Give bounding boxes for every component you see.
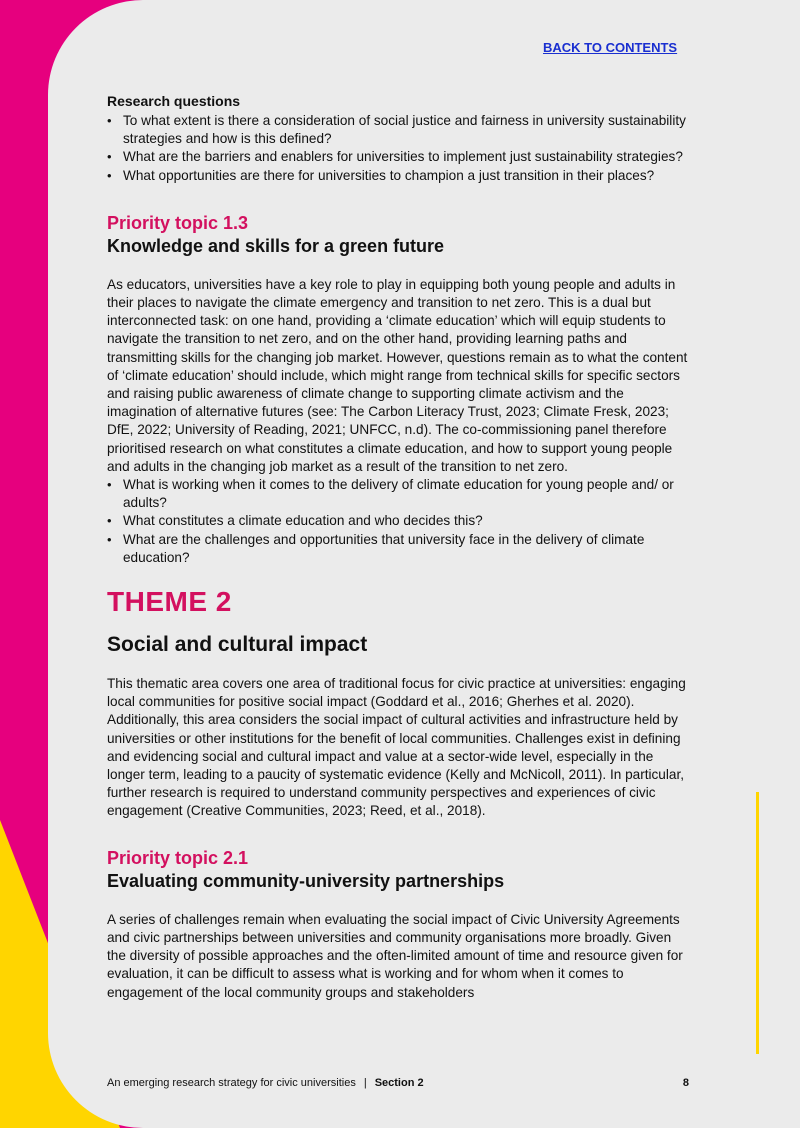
footer-separator: | [363,1077,367,1089]
list-item: • What are the challenges and opportunities that university face in the delivery of climate education? [107,531,692,567]
list-item: • To what extent is there a consideration of social justice and fairness in university sustainability strategies and how is this defined? [107,112,692,148]
research-questions-list [107,112,692,185]
topic-questions-list [107,476,692,567]
body-paragraph: This thematic area covers one area of traditional focus for civic practice at universities: engaging local communities for positive social impact (Goddard et al., 2016; Gherhes et al. 2020). Additionally, this area considers the social impact of cultural activities and infrastructure held by universities or other institutions for the benefit of local communities. Challenges exist in defining and evidencing social and cultural impact and value at a sector-wide level, especially in the longer term, leading to a paucity of systematic evidence (Kelly and McNicoll, 2011). In particular, further research is required to understand community perspectives and experiences of civic engagement (Creative Communities, 2023; Reed, et al., 2018). [107,676,686,819]
body-paragraph: As educators, universities have a key role to play in equipping both young people and adults in their places to navigate the climate emergency and transition to net zero. This is a dual but interconnected task: on one hand, providing a ‘climate education’ which will equip students to navigate the transition to net zero, and on the other hand, providing learning paths and transmitting skills for the changing job market. However, questions remain as to what the content of ‘climate education’ should include, which might range from technical skills for specific sectors and raising public awareness of climate change to supporting climate activism and the imagination of alternative futures (see: The Carbon Literacy Trust, 2023; Climate Fresk, 2023; DfE, 2022; University of Reading, 2021; UNFCC, n.d). The co-commissioning panel therefore prioritised research on what constitutes a climate education, and how to support young people and adults in the changing job market as a result of the transition to net zero. [107,276,688,474]
theme-title: Social and cultural impact [107,633,368,657]
page-footer [107,1077,689,1089]
footer-left [107,1077,424,1089]
main-content [107,92,692,1002]
priority-topic-2-1-section [107,847,692,1002]
footer-doc-title: An emerging research strategy for civic universities [107,1077,356,1089]
theme-2-section [107,585,692,821]
yellow-side-rule [756,792,759,1054]
research-questions-section [107,92,692,185]
theme-label: THEME 2 [107,586,232,618]
priority-topic-title: Evaluating community-university partnerships [107,870,505,891]
research-questions-heading: Research questions [107,93,241,109]
list-item: • What are the barriers and enablers for universities to implement just sustainability strategies? [107,148,692,166]
body-paragraph: A series of challenges remain when evaluating the social impact of Civic University Agreements and civic partnerships between universities and community organisations more broadly. Given the diversity of possible approaches and the often-limited amount of time and resource given for evaluation, it can be difficult to assess what is working and for whom when it comes to engagement of the local community groups and stakeholders [107,911,683,1000]
priority-topic-title: Knowledge and skills for a green future [107,235,445,256]
back-to-contents-link[interactable]: BACK TO CONTENTS [543,40,678,55]
list-item: • What is working when it comes to the delivery of climate education for young people and/ or adults? [107,476,692,512]
footer-section: Section 2 [374,1077,424,1089]
list-item: • What constitutes a climate education and who decides this? [107,512,692,530]
priority-topic-label: Priority topic 1.3 [107,212,249,233]
page-number: 8 [682,1077,689,1089]
list-item: • What opportunities are there for universities to champion a just transition in their places? [107,167,692,185]
priority-topic-label: Priority topic 2.1 [107,847,249,868]
priority-topic-1-3-section [107,212,692,567]
